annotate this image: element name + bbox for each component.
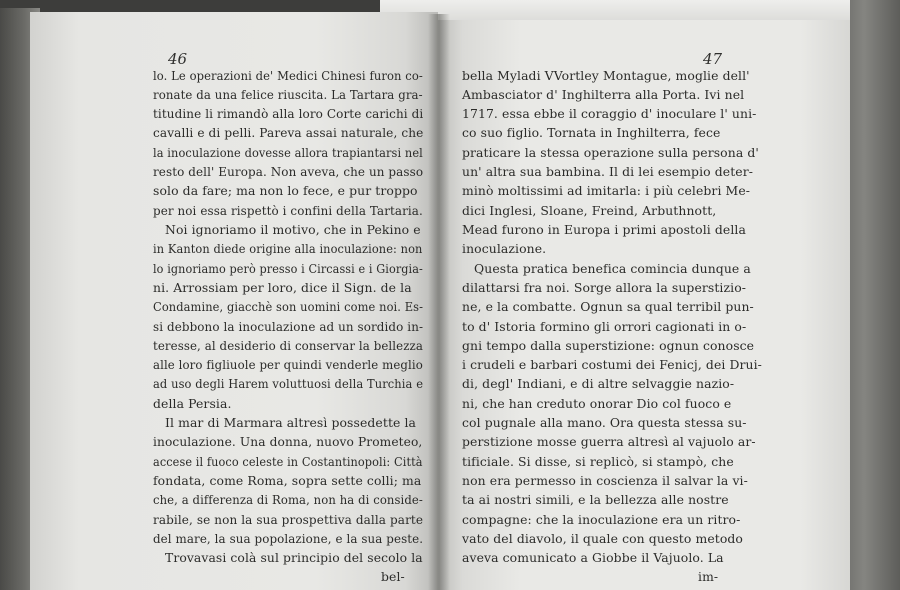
text-line: compagne: che la inoculazione era un ritro- (462, 512, 741, 527)
text-line: lo ignoriamo però presso i Circassi e i Giorgia- (153, 261, 423, 276)
text-line: ni. Arrossiam per loro, dice il Sign. de la (153, 280, 412, 295)
text-line: la inoculazione dovesse allora trapiantarsi nel (153, 145, 423, 160)
text-line: ad uso degli Harem voluttuosi della Turchia e (153, 376, 424, 391)
text-line: ne, e la combatte. Ognun sa qual terribil pun- (462, 299, 754, 314)
text-line: co suo figlio. Tornata in Inghilterra, fece (462, 125, 721, 140)
text-line: Il mar di Marmara altresì possedette la (165, 415, 417, 430)
text-line: aveva comunicato a Giobbe il Vajuolo. La (462, 550, 724, 565)
text-line: ta ai nostri simili, e la bellezza alle nostre (462, 492, 729, 507)
text-line: della Persia. (153, 396, 232, 411)
text-line: alle loro figliuole per quindi venderle meglio (153, 357, 423, 372)
text-line: col pugnale alla mano. Ora questa stessa su- (462, 415, 747, 430)
text-line: cavalli e di pelli. Pareva assai naturale, che (153, 125, 424, 140)
catchword: im- (698, 569, 719, 584)
text-line: ronate da una felice riuscita. La Tartara gra- (153, 87, 423, 102)
text-line: resto dell' Europa. Non aveva, che un passo (153, 164, 424, 179)
catchword: bel- (381, 569, 405, 584)
text-line: che, a differenza di Roma, non ha di conside- (153, 492, 423, 507)
text-line: per noi essa rispettò i confini della Tartaria. (153, 203, 423, 218)
text-line: un' altra sua bambina. Il di lei esempio deter- (462, 164, 754, 179)
text-line: ni, che han creduto onorar Dio col fuoco e (462, 396, 732, 411)
text-line: non era permesso in coscienza il salvar la vi- (462, 473, 748, 488)
text-line: fondata, come Roma, sopra sette colli; ma (153, 473, 422, 488)
text-line: di, degl' Indiani, e di altre selvaggie nazio- (462, 376, 735, 391)
text-line: accese il fuoco celeste in Costantinopoli: Città (153, 454, 423, 469)
text-line: del mare, la sua popolazione, e la sua peste. (153, 531, 424, 546)
text-line: teresse, al desiderio di conservar la bellezza (153, 338, 423, 353)
text-line: in Kanton diede origine alla inoculazione: non (153, 241, 423, 256)
text-line: dici Inglesi, Sloane, Freind, Arbuthnott, (462, 203, 717, 218)
text-line: Trovavasi colà sul principio del secolo la (165, 550, 423, 565)
text-line: titudine li rimandò alla loro Corte carichi di (153, 106, 424, 121)
page-number-right: 47 (703, 50, 723, 68)
text-line: tificiale. Si disse, si replicò, si stampò, che (462, 454, 734, 469)
text-line: lo. Le operazioni de' Medici Chinesi furon co- (153, 68, 423, 83)
page-number-left: 46 (168, 50, 188, 68)
text-line: Questa pratica benefica comincia dunque a (474, 261, 751, 276)
text-line: vato del diavolo, il quale con questo metodo (462, 531, 743, 546)
text-line: to d' Istoria formino gli orrori cagionati in o- (462, 319, 747, 334)
text-line: rabile, se non la sua prospettiva dalla parte (153, 512, 424, 527)
text-line: inoculazione. (462, 241, 547, 256)
text-line: inoculazione. Una donna, nuovo Prometeo, (153, 434, 423, 449)
text-line: Mead furono in Europa i primi apostoli della (462, 222, 746, 237)
text-line: perstizione mosse guerra altresì al vajuolo ar- (462, 434, 756, 449)
text-line: Ambasciator d' Inghilterra alla Porta. Ivi nel (462, 87, 745, 102)
text-line: minò moltissimi ad imitarla: i più celebri Me- (462, 183, 751, 198)
text-line: Noi ignoriamo il motivo, che in Pekino e (165, 222, 421, 237)
text-line: praticare la stessa operazione sulla persona d' (462, 145, 759, 160)
text-line: si debbono la inoculazione ad un sordido in- (153, 319, 424, 334)
text-line: Condamine, giacchè son uomini come noi. Es- (153, 299, 424, 314)
text-line: solo da fare; ma non lo fece, e pur troppo (153, 183, 418, 198)
text-line: 1717. essa ebbe il coraggio d' inoculare l' uni- (462, 106, 757, 121)
book-gutter (428, 14, 450, 590)
text-line: dilattarsi fra noi. Sorge allora la superstizio- (462, 280, 747, 295)
text-line: i crudeli e barbari costumi dei Fenicj, dei Drui- (462, 357, 762, 372)
text-line: bella Myladi VVortley Montague, moglie dell' (462, 68, 750, 83)
text-line: gni tempo dalla superstizione: ognun conosce (462, 338, 755, 353)
